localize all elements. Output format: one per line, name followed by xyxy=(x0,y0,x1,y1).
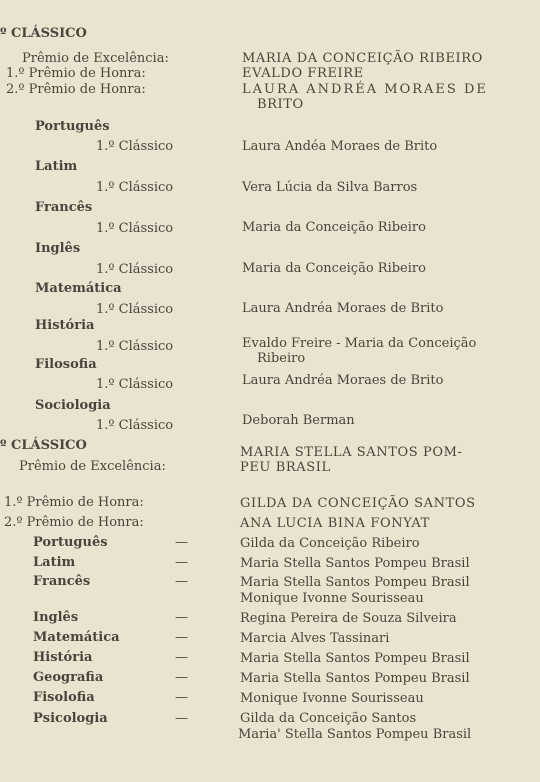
excellence-label: Prêmio de Excelência: xyxy=(22,51,169,66)
dash-separator: — xyxy=(175,690,188,705)
subject-label: Filosofia xyxy=(35,357,97,372)
winner-name: Monique Ivonne Sourisseau xyxy=(240,691,424,706)
winner-name: Maria da Conceição Ribeiro xyxy=(242,220,426,235)
winner-name: Regina Pereira de Souza Silveira xyxy=(240,611,457,626)
honor2-value: ANA LUCIA BINA FONYAT xyxy=(240,516,430,531)
subject-label: Matemática xyxy=(35,281,122,296)
subject-label: Inglês xyxy=(35,241,81,256)
honor1-value: GILDA DA CONCEIÇÃO SANTOS xyxy=(240,496,476,511)
winner-name: Laura Andréa Moraes de Brito xyxy=(242,301,444,316)
subject-label: Psicologia xyxy=(33,711,108,726)
honor1-label: 1.º Prêmio de Honra: xyxy=(6,66,146,81)
dash-separator: — xyxy=(175,535,188,550)
subject-label: Sociologia xyxy=(35,398,111,413)
excellence-value-line1: MARIA STELLA SANTOS POM- xyxy=(240,445,463,460)
excellence-value: MARIA DA CONCEIÇÃO RIBEIRO xyxy=(242,51,483,66)
winner-name: Marcia Alves Tassinari xyxy=(240,631,390,646)
dash-separator: — xyxy=(175,574,188,589)
subject-label: Francês xyxy=(35,200,93,215)
subject-label: História xyxy=(35,318,95,333)
subject-label: História xyxy=(33,650,93,665)
winner-name: Deborah Berman xyxy=(242,413,355,428)
subject-label: Fisolofia xyxy=(33,690,95,705)
winner-name: Laura Andréa Moraes de Brito xyxy=(242,373,444,388)
winner-name: Maria Stella Santos Pompeu Brasil xyxy=(240,556,470,571)
winner-name-line2: Monique Ivonne Sourisseau xyxy=(240,591,424,606)
class-label: 1.º Clássico xyxy=(96,302,174,317)
dash-separator: — xyxy=(175,650,188,665)
class-label: 1.º Clássico xyxy=(96,139,174,154)
subject-label: Latim xyxy=(35,159,78,174)
dash-separator: — xyxy=(175,555,188,570)
subject-label: Latim xyxy=(33,555,76,570)
winner-name: Vera Lúcia da Silva Barros xyxy=(242,180,418,195)
dash-separator: — xyxy=(175,711,188,726)
section1-heading: º CLÁSSICO xyxy=(0,26,87,41)
class-label: 1.º Clássico xyxy=(96,339,174,354)
winner-name: Maria Stella Santos Pompeu Brasil xyxy=(240,671,470,686)
subject-label: Português xyxy=(33,535,108,550)
winner-name: Maria da Conceição Ribeiro xyxy=(242,261,426,276)
winner-name-line2: Ribeiro xyxy=(257,351,306,366)
winner-name: Evaldo Freire - Maria da Conceição xyxy=(242,336,477,351)
honor1-value: EVALDO FREIRE xyxy=(242,66,364,81)
honor2-label: 2.º Prêmio de Honra: xyxy=(6,82,146,97)
winner-name: Laura Andéa Moraes de Brito xyxy=(242,139,438,154)
subject-label: Matemática xyxy=(33,630,120,645)
class-label: 1.º Clássico xyxy=(96,180,174,195)
honor2-label: 2.º Prêmio de Honra: xyxy=(4,515,144,530)
dash-separator: — xyxy=(175,670,188,685)
winner-name: Maria Stella Santos Pompeu Brasil xyxy=(240,651,470,666)
honor1-label: 1.º Prêmio de Honra: xyxy=(4,495,144,510)
class-label: 1.º Clássico xyxy=(96,418,174,433)
excellence-value-line2: PEU BRASIL xyxy=(240,460,331,475)
dash-separator: — xyxy=(175,630,188,645)
honor2-value-line2: BRITO xyxy=(257,97,304,112)
winner-name: Gilda da Conceição Ribeiro xyxy=(240,536,420,551)
winner-name: Maria Stella Santos Pompeu Brasil xyxy=(240,575,470,590)
dash-separator: — xyxy=(175,610,188,625)
class-label: 1.º Clássico xyxy=(96,262,174,277)
subject-label: Geografia xyxy=(33,670,104,685)
section2-heading: º CLÁSSICO xyxy=(0,438,87,453)
class-label: 1.º Clássico xyxy=(96,377,174,392)
class-label: 1.º Clássico xyxy=(96,221,174,236)
winner-name-line2: Maria' Stella Santos Pompeu Brasil xyxy=(238,727,472,742)
subject-label: Francês xyxy=(33,574,91,589)
subject-label: Português xyxy=(35,119,110,134)
winner-name: Gilda da Conceição Santos xyxy=(240,711,417,726)
subject-label: Inglês xyxy=(33,610,79,625)
honor2-value-line1: LAURA ANDRÉA MORAES DE xyxy=(242,82,488,97)
excellence-label: Prêmio de Excelência: xyxy=(19,459,166,474)
